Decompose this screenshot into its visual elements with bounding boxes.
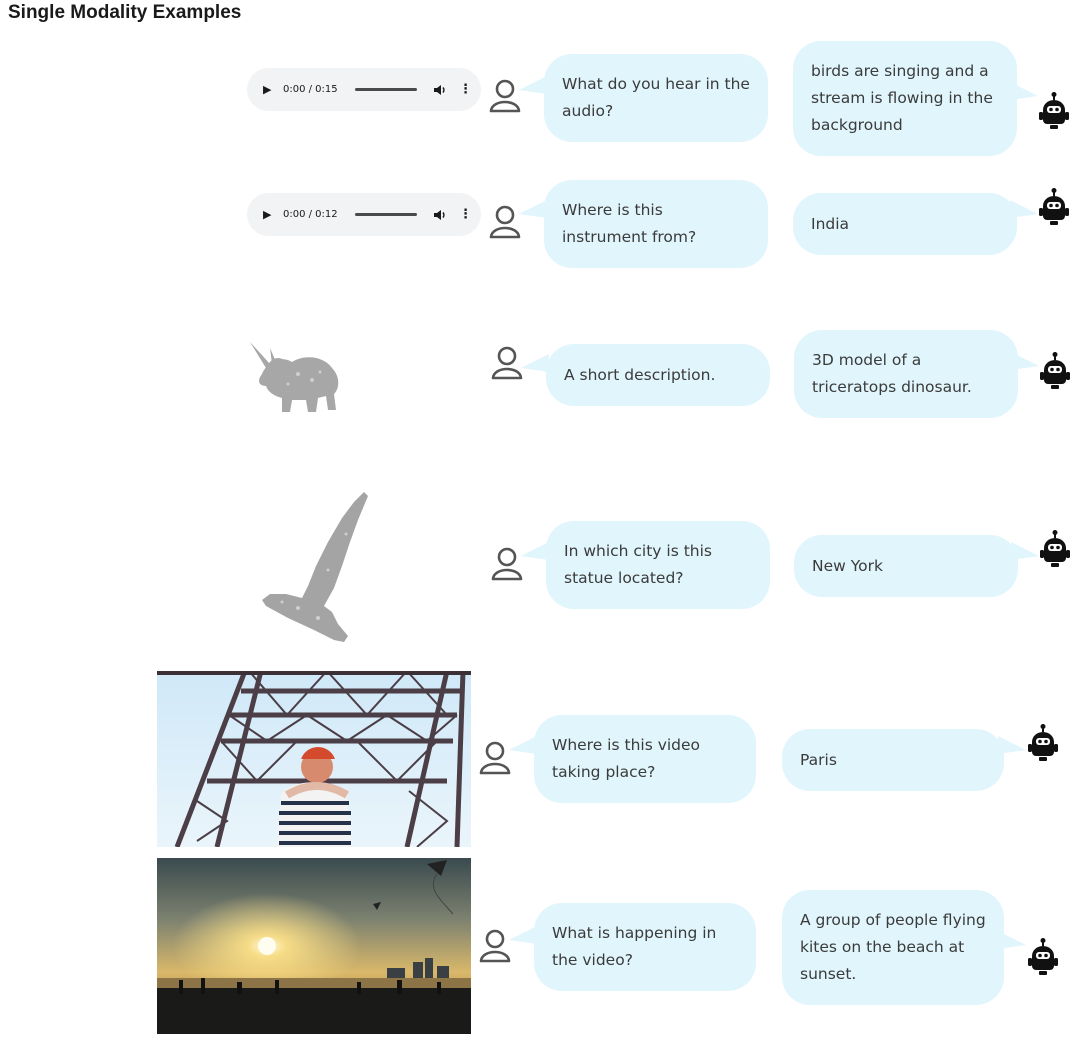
robot-icon: [1039, 352, 1071, 392]
answer-text: birds are singing and a stream is flowing in the background: [811, 62, 993, 134]
more-options-icon[interactable]: ⋮: [459, 82, 472, 97]
user-icon: [490, 345, 524, 381]
user-icon: [478, 740, 512, 776]
answer-text: A group of people flying kites on the beach at sunset.: [800, 911, 986, 983]
audio-progress-track[interactable]: [355, 88, 417, 91]
robot-icon: [1027, 724, 1059, 764]
question-bubble-tail: [509, 736, 537, 754]
answer-bubble: [782, 729, 1004, 791]
question-bubble-tail: [509, 926, 537, 944]
point-cloud-statue: [258, 490, 373, 645]
answer-text: 3D model of a triceratops dinosaur.: [812, 351, 972, 396]
question-text: Where is this instrument from?: [562, 201, 697, 246]
more-options-icon[interactable]: ⋮: [459, 207, 472, 222]
question-bubble: [546, 344, 770, 406]
answer-bubble-tail: [1010, 82, 1038, 100]
page-title: Single Modality Examples: [8, 2, 242, 23]
audio-progress-track[interactable]: [355, 213, 417, 216]
answer-bubble: [794, 330, 1018, 418]
audio-player[interactable]: [247, 193, 481, 236]
question-bubble-tail: [521, 542, 549, 560]
question-bubble: [534, 715, 756, 803]
robot-icon: [1027, 938, 1059, 978]
question-bubble-tail: [521, 354, 549, 372]
question-text: What is happening in the video?: [552, 924, 717, 969]
user-icon: [490, 546, 524, 582]
play-icon[interactable]: ▶: [263, 83, 272, 96]
question-text: In which city is this statue located?: [564, 542, 712, 587]
point-cloud-triceratops: [248, 338, 344, 418]
robot-icon: [1038, 188, 1070, 228]
answer-bubble-tail: [998, 931, 1026, 949]
play-icon[interactable]: ▶: [263, 208, 272, 221]
answer-text: Paris: [800, 750, 837, 769]
answer-text: New York: [812, 556, 883, 575]
answer-bubble: [794, 535, 1018, 597]
question-bubble-tail: [519, 76, 547, 94]
audio-player[interactable]: [247, 68, 481, 111]
user-icon: [488, 78, 522, 114]
question-text: Where is this video taking place?: [552, 736, 701, 781]
video-frame-eiffel-tower: [157, 671, 471, 847]
answer-bubble-tail: [1010, 200, 1038, 218]
question-bubble-tail: [519, 200, 547, 218]
answer-bubble: [793, 193, 1017, 255]
answer-bubble: [793, 41, 1017, 156]
user-icon: [488, 204, 522, 240]
question-bubble: [544, 54, 768, 142]
answer-bubble-tail: [998, 736, 1026, 754]
answer-bubble-tail: [1011, 352, 1039, 370]
answer-bubble-tail: [1011, 542, 1039, 560]
question-bubble: [544, 180, 768, 268]
volume-icon[interactable]: [433, 84, 453, 96]
question-text: What do you hear in the audio?: [562, 75, 750, 120]
robot-icon: [1038, 92, 1070, 132]
volume-icon[interactable]: [433, 209, 453, 221]
audio-time: 0:00 / 0:15: [283, 84, 338, 95]
question-text: A short description.: [564, 365, 716, 384]
answer-bubble: [782, 890, 1004, 1005]
user-icon: [478, 928, 512, 964]
question-bubble: [534, 903, 756, 991]
answer-text: India: [811, 214, 850, 233]
audio-time: 0:00 / 0:12: [283, 209, 338, 220]
video-frame-beach-sunset: [157, 858, 471, 1034]
robot-icon: [1039, 530, 1071, 570]
question-bubble: [546, 521, 770, 609]
